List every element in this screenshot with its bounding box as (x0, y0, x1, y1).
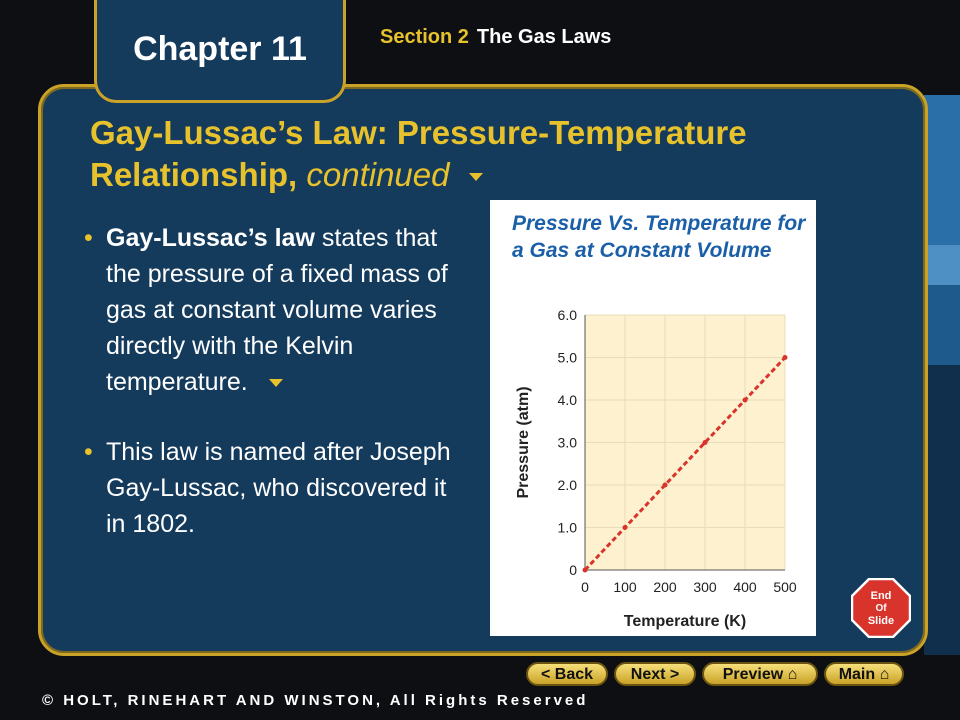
chart-title: Pressure Vs. Temperature for a Gas at Constant Volume (512, 212, 806, 262)
chapter-tab (94, 0, 346, 103)
data-point (663, 483, 668, 488)
data-point (583, 568, 588, 573)
home-icon: ⌂ (787, 666, 798, 683)
section-number: Section 2 (380, 26, 469, 48)
copyright-footer: © HOLT, RINEHART AND WINSTON, All Rights Reserved (42, 692, 589, 709)
bullet-dot-icon: • (84, 438, 93, 466)
y-tick-label: 0 (569, 562, 577, 578)
home-icon: ⌂ (879, 666, 890, 683)
y-tick-label: 6.0 (557, 307, 577, 323)
x-tick-label: 200 (653, 579, 677, 595)
y-tick-label: 5.0 (557, 349, 577, 366)
data-point (783, 355, 788, 360)
x-tick-label: 300 (693, 579, 717, 595)
x-tick-label: 400 (733, 579, 757, 595)
bullet-caret-icon[interactable] (269, 379, 283, 387)
bullet-item (80, 220, 460, 400)
bullet-text: states that the pressure of a fixed mass of gas at constant volume varies directly with the Kelvin temperature. (106, 224, 448, 396)
heading-line2-wrap (90, 154, 870, 196)
end-slide-line2: Of (875, 603, 887, 614)
data-point (623, 525, 628, 530)
heading-continued: continued (306, 156, 450, 193)
x-axis-label: Temperature (K) (623, 613, 747, 630)
data-point (703, 440, 708, 445)
data-point (743, 398, 748, 403)
decorative-stripes (924, 95, 960, 655)
slide-heading (90, 112, 870, 196)
y-axis-label: Pressure (atm) (515, 386, 532, 499)
bullet-dot-icon: • (84, 224, 93, 252)
y-tick-label: 4.0 (557, 392, 577, 408)
heading-line1: Gay-Lussac’s Law: Pressure-Temperature (90, 114, 747, 151)
bullet-list (80, 220, 460, 572)
heading-line2: Relationship, (90, 156, 298, 193)
section-name: The Gas Laws (476, 26, 612, 48)
preview-button[interactable] (702, 662, 818, 686)
back-button[interactable]: < Back (526, 662, 608, 686)
end-of-slide-icon[interactable] (851, 578, 911, 638)
chart-svg (490, 200, 816, 636)
main-label: Main (838, 666, 876, 683)
next-button[interactable]: Next > (614, 662, 696, 686)
chart-container (490, 200, 816, 636)
x-tick-label: 0 (581, 579, 589, 595)
x-tick-label: 500 (773, 579, 797, 595)
bullet-item (80, 434, 460, 542)
section-header (380, 26, 611, 49)
main-button[interactable] (824, 662, 904, 686)
x-tick-label: 100 (613, 579, 637, 595)
bullet-text: This law is named after Joseph Gay-Lussac, who discovered it in 1802. (106, 438, 451, 538)
y-tick-label: 3.0 (557, 434, 577, 451)
heading-caret-icon[interactable] (469, 173, 483, 181)
y-tick-label: 1.0 (557, 519, 577, 536)
y-tick-label: 2.0 (557, 477, 577, 493)
preview-label: Preview (722, 666, 784, 683)
end-slide-line1: End (870, 590, 892, 602)
chapter-title: Chapter 11 (133, 30, 307, 68)
end-slide-line3: Slide (867, 615, 895, 627)
bullet-strong: Gay-Lussac’s law (106, 224, 315, 252)
